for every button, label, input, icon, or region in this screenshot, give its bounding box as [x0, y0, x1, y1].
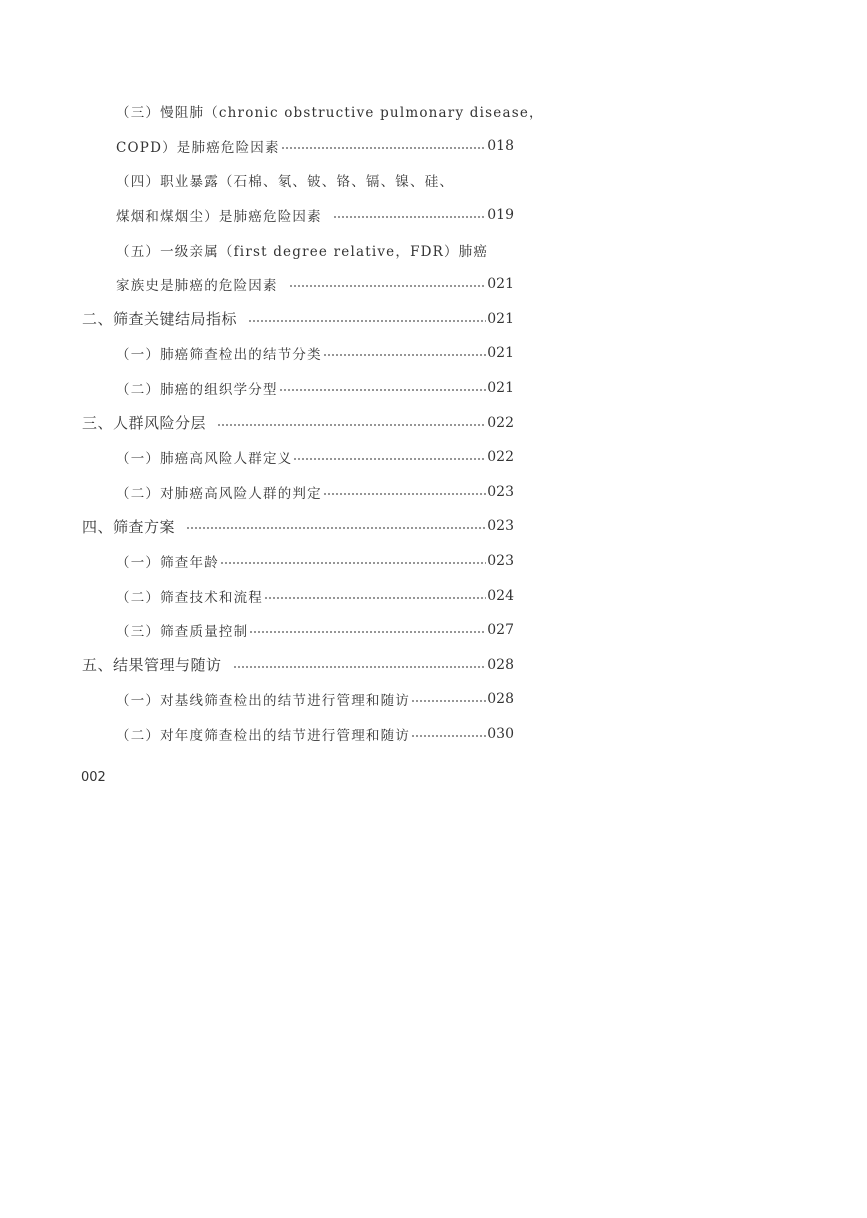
toc-subsection-entry[interactable] [0, 440, 867, 475]
toc-entry-title: （二）筛查技术和流程 [116, 589, 263, 606]
toc-page-number: 022 [487, 414, 514, 431]
toc-entry-title: （三）慢阻肺（chronic obstructive pulmonary disease， [116, 105, 544, 122]
toc-entry-title: 五、结果管理与随访 [82, 656, 222, 675]
toc-subsection-entry[interactable] [0, 475, 867, 510]
toc-entry-title: 三、人群风险分层 [82, 414, 207, 433]
toc-entry-title: （四）职业暴露（石棉、氡、铍、铬、镉、镍、硅、 [116, 174, 455, 191]
toc-subsection-entry[interactable] [0, 717, 867, 752]
toc-page-number: 023 [487, 483, 514, 500]
toc-leader-dots [217, 424, 486, 426]
toc-subsection-entry[interactable] [0, 267, 867, 302]
toc-entry-title: （二）对年度筛查检出的结节进行管理和随访 [116, 727, 410, 744]
toc-entry-title: （二）肺癌的组织学分型 [116, 382, 278, 399]
toc-page-number: 021 [487, 276, 514, 293]
toc-page-number: 024 [487, 587, 514, 604]
table-of-contents [0, 94, 867, 751]
toc-leader-dots [279, 389, 487, 391]
toc-entry-title: （一）筛查年龄 [116, 555, 219, 572]
toc-page-number: 021 [487, 310, 514, 327]
toc-section-entry[interactable] [0, 405, 867, 440]
toc-subsection-entry[interactable] [0, 336, 867, 371]
toc-page-number: 027 [487, 622, 514, 639]
toc-entry-title: （一）肺癌高风险人群定义 [116, 451, 293, 468]
toc-entry-title: （五）一级亲属（first degree relative，FDR）肺癌 [116, 243, 489, 260]
toc-leader-dots [411, 735, 486, 737]
toc-subsection-entry[interactable] [0, 129, 867, 164]
toc-subsection-entry[interactable] [0, 94, 867, 129]
toc-leader-dots [289, 285, 487, 287]
toc-section-entry[interactable] [0, 509, 867, 544]
toc-leader-dots [323, 354, 486, 356]
toc-entry-title: （一）肺癌筛查检出的结节分类 [116, 347, 322, 364]
toc-subsection-entry[interactable] [0, 232, 867, 267]
toc-leader-dots [248, 320, 486, 322]
toc-page-number: 028 [487, 691, 514, 708]
toc-leader-dots [186, 527, 486, 529]
toc-leader-dots [411, 700, 486, 702]
toc-subsection-entry[interactable] [0, 613, 867, 648]
toc-page-number: 019 [487, 207, 514, 224]
toc-entry-title: 煤烟和煤烟尘）是肺癌危险因素 [116, 209, 322, 226]
toc-entry-title: 家族史是肺癌的危险因素 [116, 278, 278, 295]
toc-entry-title: （二）对肺癌高风险人群的判定 [116, 485, 322, 502]
toc-leader-dots [220, 562, 486, 564]
toc-page-number: 030 [487, 725, 514, 742]
page-number: 002 [81, 770, 106, 785]
toc-entry-title: COPD）是肺癌危险因素 [116, 139, 280, 156]
toc-subsection-entry[interactable] [0, 371, 867, 406]
toc-leader-dots [293, 458, 486, 460]
toc-subsection-entry[interactable] [0, 163, 867, 198]
toc-page-number: 023 [487, 518, 514, 535]
toc-subsection-entry[interactable] [0, 682, 867, 717]
toc-leader-dots [281, 147, 487, 149]
toc-page-number: 022 [487, 449, 514, 466]
toc-page-number: 018 [487, 137, 514, 154]
toc-leader-dots [249, 631, 486, 633]
toc-subsection-entry[interactable] [0, 578, 867, 613]
toc-entry-title: （三）筛查质量控制 [116, 624, 249, 641]
toc-page-number: 021 [487, 345, 514, 362]
toc-entry-title: （一）对基线筛查检出的结节进行管理和随访 [116, 693, 410, 710]
toc-section-entry[interactable] [0, 302, 867, 337]
toc-leader-dots [233, 666, 487, 668]
toc-section-entry[interactable] [0, 648, 867, 683]
toc-subsection-entry[interactable] [0, 198, 867, 233]
toc-leader-dots [323, 493, 486, 495]
toc-entry-title: 二、筛查关键结局指标 [82, 310, 238, 329]
toc-page-number: 023 [487, 553, 514, 570]
toc-leader-dots [264, 597, 486, 599]
toc-entry-title: 四、筛查方案 [82, 517, 176, 536]
toc-page-number: 021 [487, 380, 514, 397]
toc-subsection-entry[interactable] [0, 544, 867, 579]
toc-page-number: 028 [487, 656, 514, 673]
toc-leader-dots [333, 216, 486, 218]
